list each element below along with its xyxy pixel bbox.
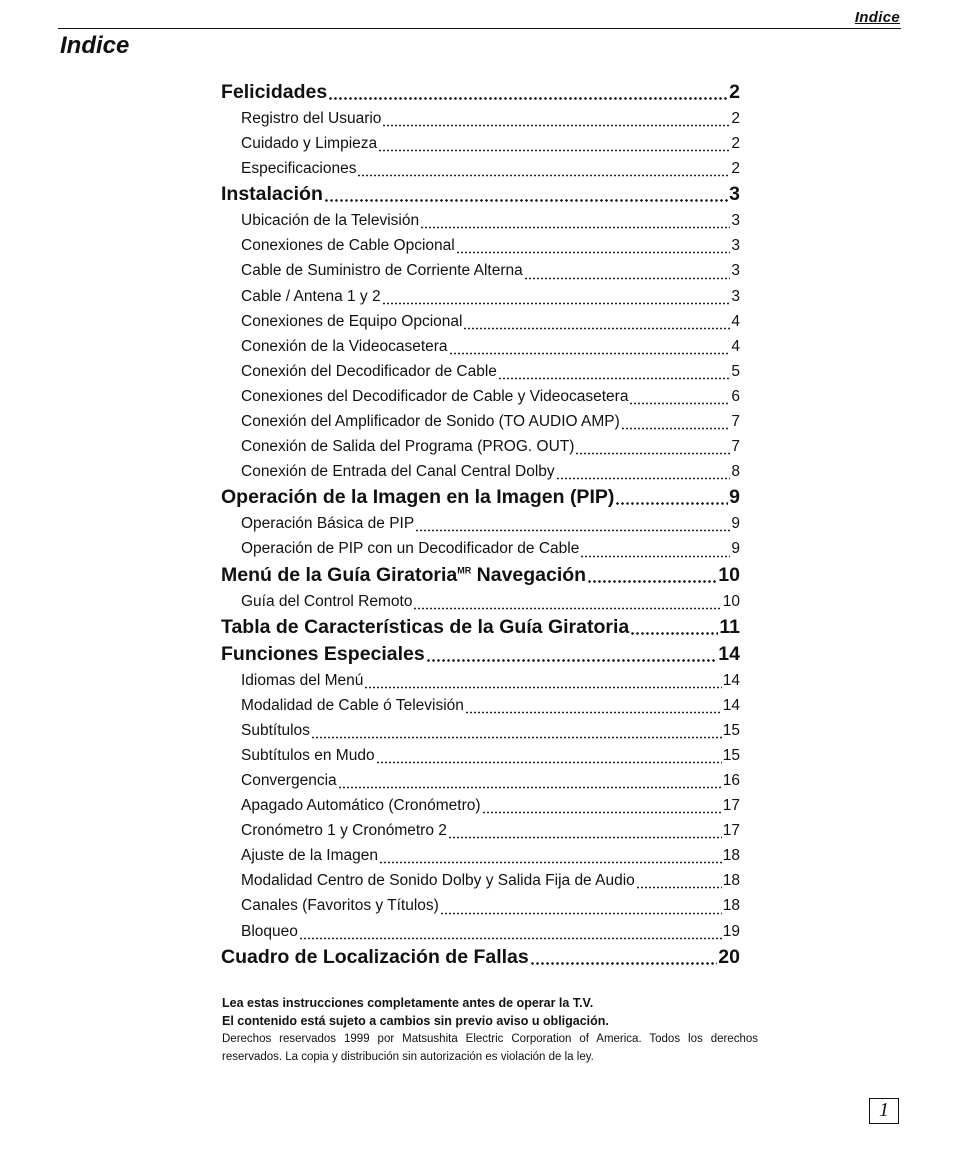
toc-section xyxy=(221,562,740,589)
toc-page-number: 18 xyxy=(722,872,740,890)
dot-leader xyxy=(556,477,731,480)
toc-page-number: 9 xyxy=(731,540,740,558)
dot-leader xyxy=(415,529,730,532)
toc-title: Modalidad Centro de Sonido Dolby y Salida Fija de Audio xyxy=(241,872,635,890)
dot-leader xyxy=(456,251,731,254)
toc-entry xyxy=(221,106,740,131)
toc-title: Registro del Usuario xyxy=(241,110,382,127)
toc-entry xyxy=(221,718,740,743)
toc-title: Conexión del Decodificador de Cable xyxy=(241,362,497,380)
toc-title: Conexiones de Cable Opcional xyxy=(241,237,455,255)
dot-leader xyxy=(379,861,722,864)
page-title: Indice xyxy=(60,32,130,59)
toc-entry xyxy=(221,511,740,536)
toc-title: Operación de PIP con un Decodificador de Cable xyxy=(241,540,580,558)
toc-entry xyxy=(221,334,740,359)
toc-entry xyxy=(221,668,740,693)
toc-title: Instalación xyxy=(221,183,323,206)
toc-title: Cuidado y Limpieza xyxy=(241,135,378,153)
toc-title: Menú de la Guía Giratoria$^{MR}$ Navegación xyxy=(221,563,587,586)
toc-page-number: 18 xyxy=(722,897,740,915)
dot-leader xyxy=(636,886,722,889)
toc-title: Funciones Especiales xyxy=(221,642,425,665)
toc-section xyxy=(221,641,740,668)
dot-leader xyxy=(440,912,722,915)
dot-leader xyxy=(615,502,728,505)
toc-title: Conexión de la Videocasetera xyxy=(241,337,448,355)
dot-leader xyxy=(463,327,730,330)
toc-page-number: 3 xyxy=(731,237,740,255)
dot-leader xyxy=(449,352,731,355)
toc-entry xyxy=(221,536,740,561)
toc-title: Operación Básica de PIP xyxy=(241,515,415,533)
toc-page-number: 2 xyxy=(731,160,740,178)
toc-page-number: 8 xyxy=(731,463,740,481)
dot-leader xyxy=(426,659,718,662)
dot-leader xyxy=(448,836,722,839)
toc-title: Tabla de Características de la Guía Giratoria xyxy=(221,615,630,638)
header-rule xyxy=(58,28,901,29)
copyright-notice: Derechos reservados 1999 por Matsushita Electric Corporation of America. Todos los derechos reservados. La copia y distribución sin autorización es violación de la ley. xyxy=(222,1033,758,1063)
toc-title: Subtítulos en Mudo xyxy=(241,746,375,764)
toc-page-number: 20 xyxy=(718,945,740,968)
toc-title: Guía del Control Remoto xyxy=(241,592,413,610)
running-head: Indice xyxy=(854,9,900,26)
toc-page-number: 3 xyxy=(731,287,740,305)
toc-title: Especificaciones xyxy=(241,160,357,178)
dot-leader xyxy=(311,736,722,739)
note-read-instructions: Lea estas instrucciones completamente antes de operar la T.V. xyxy=(222,996,594,1010)
dot-leader xyxy=(357,174,730,177)
toc-page-number: 10 xyxy=(722,592,740,610)
toc-page-number: 2 xyxy=(731,110,740,127)
toc-entry xyxy=(221,818,740,843)
toc-title: Operación de la Imagen en la Imagen (PIP) xyxy=(221,486,615,509)
toc-page-number: 4 xyxy=(731,312,740,330)
toc-section xyxy=(221,181,740,208)
dot-leader xyxy=(580,555,730,558)
toc-page-number: 17 xyxy=(722,822,740,840)
toc-title: Cable / Antena 1 y 2 xyxy=(241,287,381,305)
toc-page-number: 14 xyxy=(718,642,740,665)
toc-section xyxy=(221,79,740,106)
toc-page-number: 7 xyxy=(731,413,740,431)
toc-entry xyxy=(221,589,740,614)
toc-page-number: 2 xyxy=(731,135,740,153)
toc-entry xyxy=(221,693,740,718)
toc-entry xyxy=(221,743,740,768)
dot-leader xyxy=(364,686,721,689)
toc-entry xyxy=(221,459,740,484)
toc-page-number: 2 xyxy=(729,81,740,103)
toc-title: Felicidades xyxy=(221,81,328,103)
toc-title: Idiomas del Menú xyxy=(241,671,364,689)
dot-leader xyxy=(524,277,731,280)
toc-entry xyxy=(221,384,740,409)
toc-entry xyxy=(221,868,740,893)
toc-entry xyxy=(221,359,740,384)
dot-leader xyxy=(382,302,731,305)
dot-leader xyxy=(621,427,731,430)
toc-entry xyxy=(221,131,740,156)
dot-leader xyxy=(420,226,730,229)
dot-leader xyxy=(299,937,722,940)
toc-page-number: 17 xyxy=(722,797,740,815)
toc-entry xyxy=(221,409,740,434)
toc-page-number: 11 xyxy=(719,615,740,638)
dot-leader xyxy=(376,761,722,764)
notes xyxy=(222,994,758,1066)
toc-title: Conexión de Entrada del Canal Central Dolby xyxy=(241,463,555,481)
toc-title: Cronómetro 1 y Cronómetro 2 xyxy=(241,822,447,840)
toc-entry xyxy=(221,284,740,309)
dot-leader xyxy=(482,811,722,814)
toc-title: Subtítulos xyxy=(241,721,310,739)
toc-page-number: 15 xyxy=(722,721,740,739)
dot-leader xyxy=(630,632,718,635)
table-of-contents xyxy=(221,79,740,971)
toc-entry xyxy=(221,843,740,868)
toc-title: Conexiones de Equipo Opcional xyxy=(241,312,463,330)
toc-title: Cable de Suministro de Corriente Alterna xyxy=(241,262,523,280)
dot-leader xyxy=(530,962,718,965)
note-subject-to-change: El contenido está sujeto a cambios sin previo aviso u obligación. xyxy=(222,1014,609,1028)
toc-page-number: 9 xyxy=(729,486,740,509)
toc-page-number: 9 xyxy=(731,515,740,533)
dot-leader xyxy=(413,607,721,610)
toc-page-number: 14 xyxy=(722,671,740,689)
toc-page-number: 7 xyxy=(731,438,740,456)
toc-page-number: 15 xyxy=(722,746,740,764)
toc-page-number: 16 xyxy=(722,771,740,789)
toc-page-number: 14 xyxy=(722,696,740,714)
trademark-mark: MR xyxy=(457,565,472,575)
dot-leader xyxy=(378,149,730,152)
toc-page-number: 10 xyxy=(718,563,740,586)
toc-entry xyxy=(221,793,740,818)
toc-entry xyxy=(221,919,740,944)
toc-title: Modalidad de Cable ó Televisión xyxy=(241,696,464,714)
toc-section xyxy=(221,484,740,511)
toc-title: Conexiones del Decodificador de Cable y Videocasetera xyxy=(241,387,629,405)
toc-title: Ajuste de la Imagen xyxy=(241,847,379,865)
dot-leader xyxy=(324,199,728,202)
dot-leader xyxy=(328,97,728,100)
toc-title: Ubicación de la Televisión xyxy=(241,212,420,230)
toc-page-number: 3 xyxy=(731,212,740,230)
page-number: 1 xyxy=(869,1098,899,1124)
toc-page-number: 19 xyxy=(722,922,740,940)
toc-entry xyxy=(221,208,740,233)
toc-title: Cuadro de Localización de Fallas xyxy=(221,945,529,968)
dot-leader xyxy=(575,452,730,455)
dot-leader xyxy=(382,124,730,127)
toc-entry xyxy=(221,258,740,283)
toc-entry xyxy=(221,893,740,918)
toc-entry xyxy=(221,768,740,793)
dot-leader xyxy=(338,786,722,789)
toc-entry xyxy=(221,233,740,258)
toc-page-number: 3 xyxy=(729,183,740,206)
toc-entry xyxy=(221,309,740,334)
dot-leader xyxy=(587,580,717,583)
toc-section xyxy=(221,614,740,641)
toc-page-number: 18 xyxy=(722,847,740,865)
toc-title: Conexión de Salida del Programa (PROG. OUT) xyxy=(241,438,575,456)
toc-title: Conexión del Amplificador de Sonido (TO AUDIO AMP) xyxy=(241,413,620,431)
toc-page-number: 3 xyxy=(731,262,740,280)
toc-section xyxy=(221,944,740,971)
toc-title: Convergencia xyxy=(241,771,337,789)
dot-leader xyxy=(498,377,730,380)
dot-leader xyxy=(629,402,730,405)
toc-title: Apagado Automático (Cronómetro) xyxy=(241,797,481,815)
toc-title: Canales (Favoritos y Títulos) xyxy=(241,897,439,915)
toc-entry xyxy=(221,434,740,459)
toc-page-number: 5 xyxy=(731,362,740,380)
toc-page-number: 6 xyxy=(731,387,740,405)
toc-title: Bloqueo xyxy=(241,922,298,940)
dot-leader xyxy=(465,711,722,714)
toc-page-number: 4 xyxy=(731,337,740,355)
toc-entry xyxy=(221,156,740,181)
